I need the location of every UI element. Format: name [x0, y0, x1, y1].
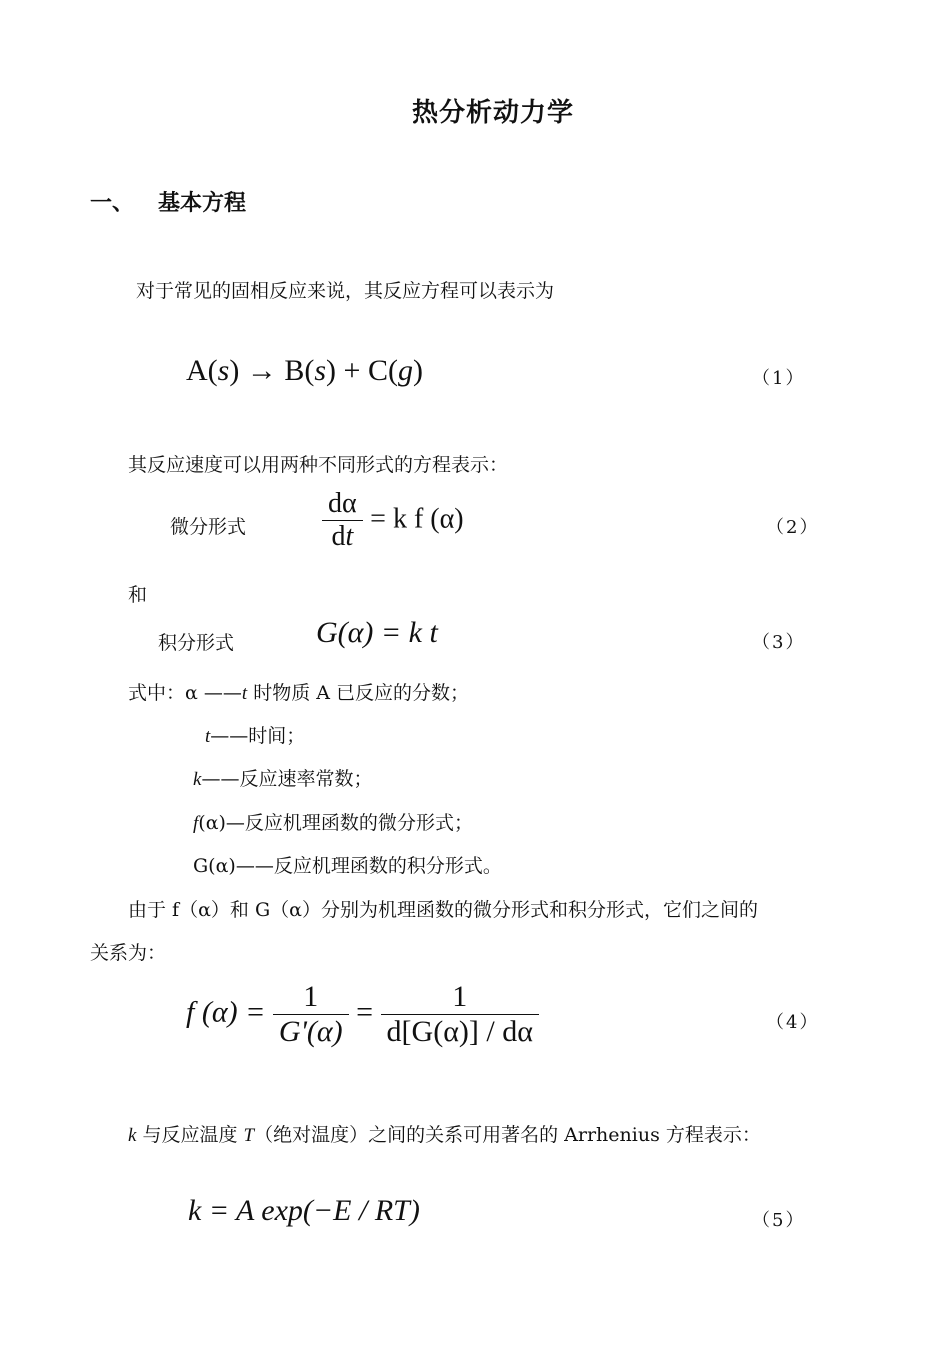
arrhenius-intro: k 与反应温度 T（绝对温度）之间的关系可用著名的 Arrhenius 方程表示： — [128, 1124, 761, 1146]
equation-3: G(α) = k t — [316, 616, 438, 649]
integral-label: 积分形式 — [158, 632, 235, 654]
differential-label: 微分形式 — [170, 516, 247, 538]
relation-line-2: 关系为： — [90, 942, 167, 964]
equation-2-number: （2） — [766, 517, 820, 538]
equation-2: $\frac{d\alpha}{dt}$ = k f (α) — [322, 488, 464, 553]
equation-4: f (α) = $\frac{1}{G'(\alpha)}$ = $\frac{1}{d[G(\alpha)] / d\alpha}$ — [186, 980, 539, 1049]
alpha-definition: 式中：α ——t 时物质 A 已反应的分数； — [128, 682, 470, 704]
k-definition: k——反应速率常数； — [193, 768, 373, 790]
equation-1-number: （1） — [752, 368, 806, 389]
equation-3-number: （3） — [752, 632, 806, 653]
equation-1: A(s) → B(s) + C(g) — [186, 354, 423, 387]
intro-text: 对于常见的固相反应来说，其反应方程可以表示为 — [136, 280, 555, 302]
equation-4-number: （4） — [766, 1012, 820, 1033]
section-heading — [90, 186, 246, 217]
section-number: 一、 — [90, 191, 135, 216]
page-title: 热分析动力学 — [411, 98, 574, 128]
and-text: 和 — [128, 584, 148, 606]
rate-intro-text: 其反应速度可以用两种不同形式的方程表示： — [128, 454, 509, 476]
g-definition: G(α)——反应机理函数的积分形式。 — [193, 855, 502, 877]
t-definition: t——时间； — [205, 725, 306, 747]
eq2-rhs: = k f (α) — [370, 503, 464, 535]
eq2-numerator: dα — [328, 488, 357, 519]
relation-line-1: 由于 f（α）和 G（α）分别为机理函数的微分形式和积分形式，它们之间的 — [128, 899, 758, 921]
section-title: 基本方程 — [158, 191, 247, 216]
equation-5-number: （5） — [752, 1210, 806, 1231]
equation-5: k = A exp(−E / RT) — [188, 1194, 420, 1227]
f-definition: f(α)—反应机理函数的微分形式； — [193, 812, 473, 834]
